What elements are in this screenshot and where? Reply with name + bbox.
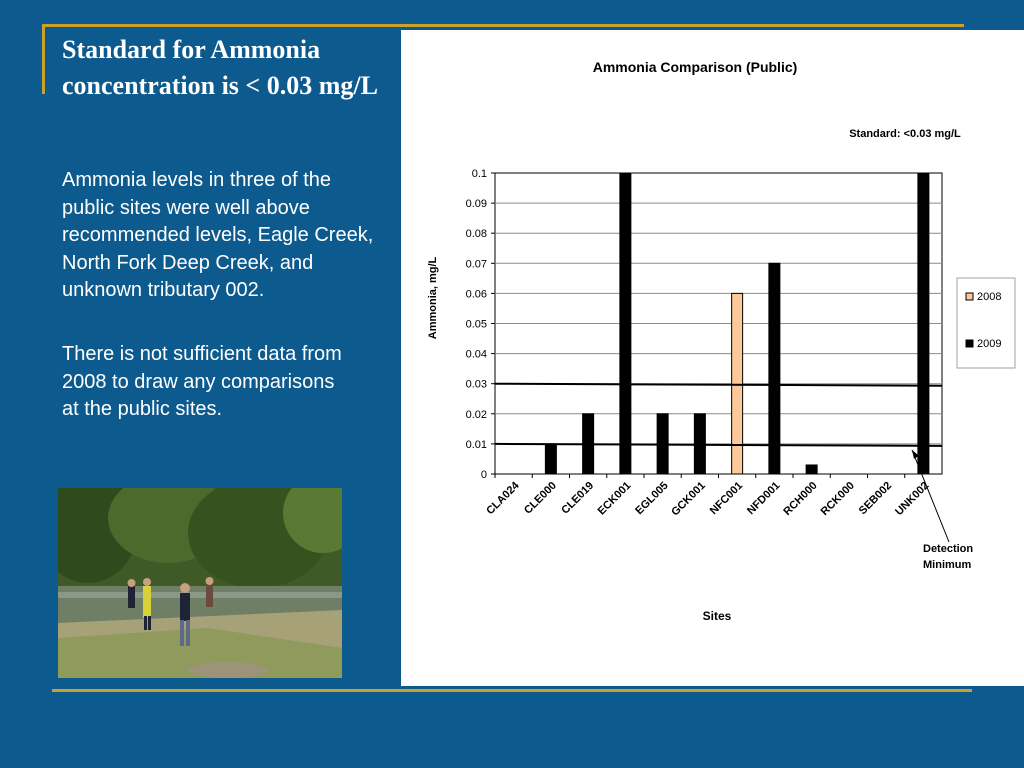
legend-swatch-2008 <box>966 293 973 300</box>
x-tick-label-rch000: RCH000 <box>781 479 820 518</box>
y-tick-label: 0.07 <box>465 258 487 271</box>
y-tick-label: 0.08 <box>465 228 487 241</box>
y-tick-label: 0.02 <box>465 408 487 421</box>
x-tick-label-eck001: ECK001 <box>595 479 634 518</box>
legend-swatch-2009 <box>966 340 973 347</box>
x-tick-label-cle019: CLE019 <box>559 479 597 517</box>
y-tick-label: 0.09 <box>465 198 487 211</box>
y-tick-label: 0.03 <box>465 378 487 391</box>
x-tick-label-nfc001: NFC001 <box>707 479 746 518</box>
x-axis-label: Sites <box>702 609 732 623</box>
y-tick-label: 0.06 <box>465 288 487 301</box>
legend-label-2009: 2009 <box>977 338 1002 350</box>
x-tick-label-cla024: CLA024 <box>484 479 522 518</box>
x-tick-label-egl005: EGL005 <box>633 479 671 518</box>
detection-label-line-1: Detection <box>923 543 974 555</box>
x-tick-label-cle000: CLE000 <box>521 479 559 517</box>
slide-title: Standard for Ammonia concentration is < 0.03 mg/L <box>62 35 378 100</box>
body-paragraph-2: There is not sufficient data from 2008 to draw any comparisons at the public sites. <box>62 343 342 420</box>
y-tick-label: 0.01 <box>465 438 487 451</box>
left-accent-line <box>42 24 45 94</box>
bar-2008-nfc001 <box>732 293 743 474</box>
x-tick-label-unk002: UNK002 <box>893 479 932 518</box>
top-divider-line <box>42 24 964 27</box>
x-tick-label-rck000: RCK000 <box>818 479 857 518</box>
x-tick-label-gck001: GCK001 <box>669 479 708 519</box>
standard-annotation: Standard: <0.03 mg/L <box>849 128 961 140</box>
bar-2009-unk002 <box>918 173 929 474</box>
detection-label-line-2: Minimum <box>923 559 972 571</box>
chart-title: Ammonia Comparison (Public) <box>592 59 798 75</box>
bar-2009-eck001 <box>620 173 631 474</box>
y-tick-label: 0.1 <box>471 168 487 180</box>
y-tick-label: 0.05 <box>465 318 487 331</box>
y-tick-label: 0 <box>480 469 487 481</box>
field-photo <box>58 488 342 678</box>
y-axis-label: Ammonia, mg/L <box>427 256 439 340</box>
bar-2009-cle000 <box>545 444 556 474</box>
body-paragraph-1: Ammonia levels in three of the public sites were well above recommended levels, Eagle Creek, North Fork Deep Creek, and unknown tributary 002. <box>62 169 374 301</box>
legend-label-2008: 2008 <box>977 291 1002 303</box>
y-tick-label: 0.04 <box>465 348 487 361</box>
ammonia-bar-chart <box>401 30 1024 686</box>
x-tick-label-seb002: SEB002 <box>856 479 895 518</box>
x-tick-label-nfd001: NFD001 <box>745 479 783 518</box>
bar-2009-nfd001 <box>769 263 780 474</box>
chart-panel <box>401 30 1024 686</box>
bar-2009-rch000 <box>806 465 817 474</box>
bottom-divider-line <box>52 689 972 692</box>
